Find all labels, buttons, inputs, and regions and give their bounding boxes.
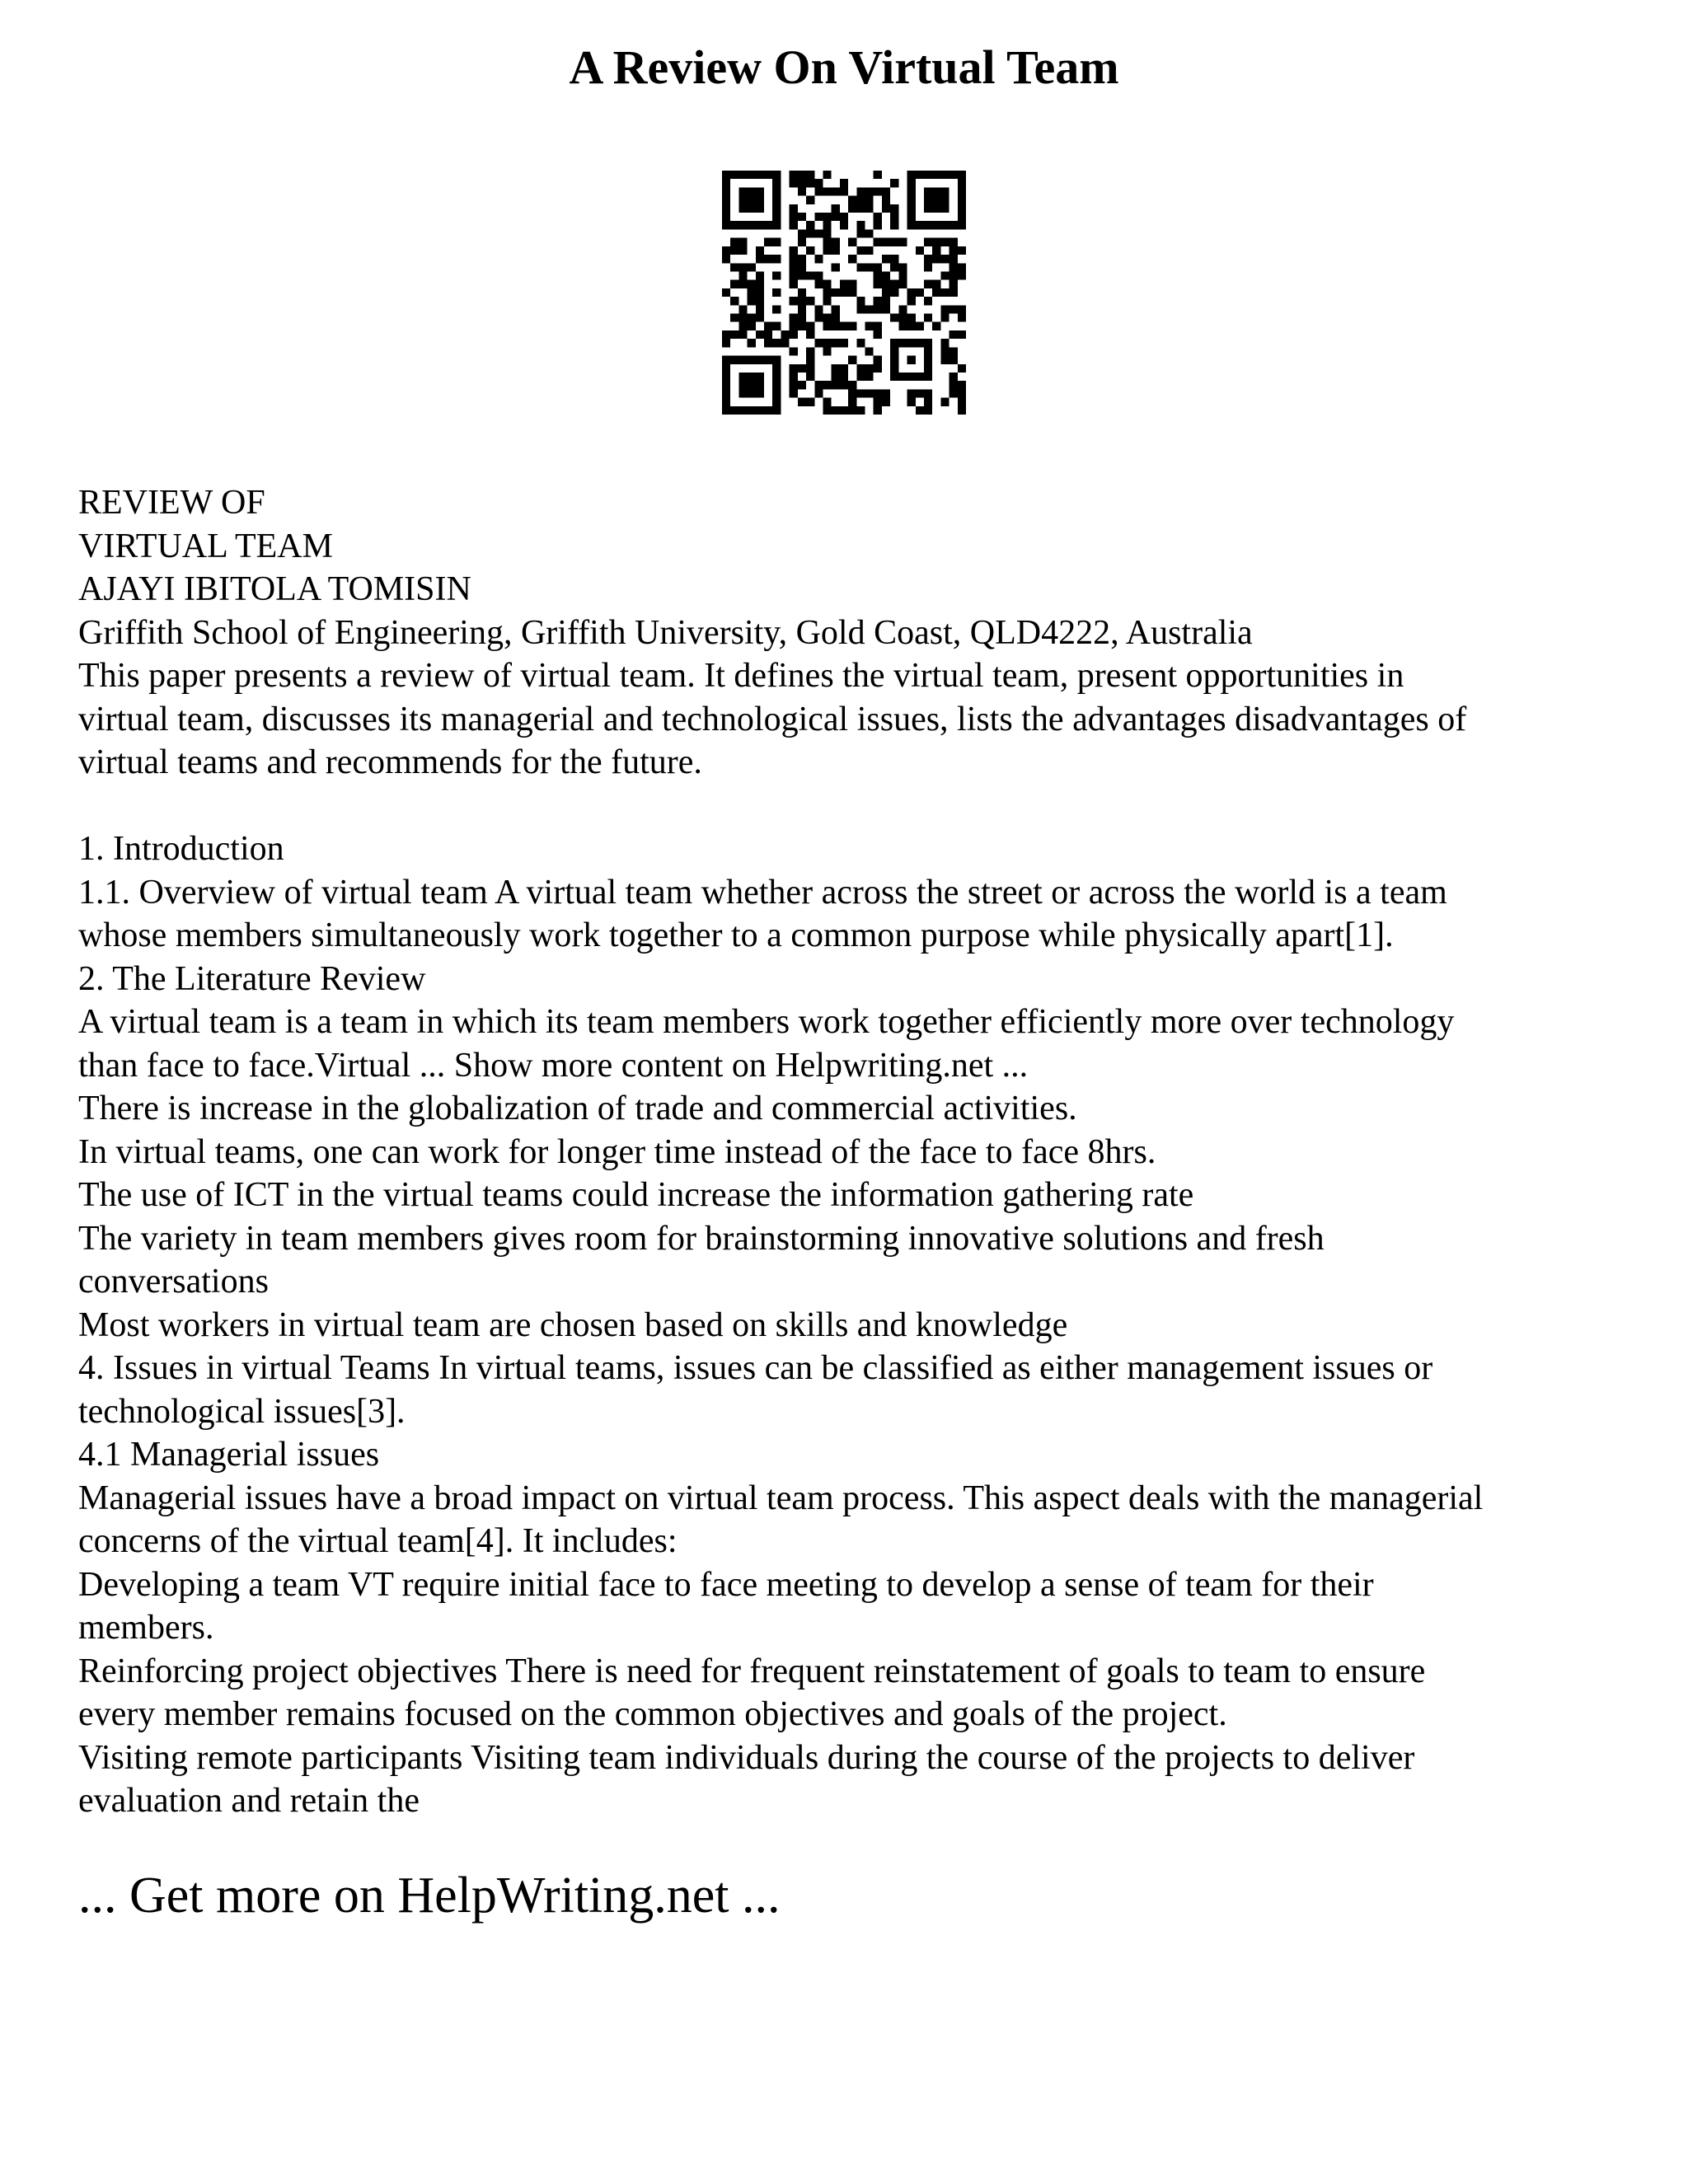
body-line: whose members simultaneously work together to a common purpose while physically apart[1]. <box>78 916 1394 954</box>
body-line: This paper presents a review of virtual team. It defines the virtual team, present opportunities in <box>78 657 1404 695</box>
body-line: Visiting remote participants Visiting team individuals during the course of the projects to deliver <box>78 1738 1415 1777</box>
section-heading: 1. Introduction <box>78 830 284 868</box>
body-line: virtual team, discusses its managerial and technological issues, lists the advantages disadvantages of <box>78 700 1467 738</box>
body-line: In virtual teams, one can work for longer time instead of the face to face 8hrs. <box>78 1132 1156 1171</box>
body-line: Developing a team VT require initial face to face meeting to develop a sense of team for their <box>78 1565 1374 1604</box>
body-line: The variety in team members gives room for brainstorming innovative solutions and fresh <box>78 1219 1325 1258</box>
body-line: than face to face.Virtual ... Show more content on Helpwriting.net ... <box>78 1046 1029 1085</box>
body-line: REVIEW OF <box>78 484 265 522</box>
body-line: AJAYI IBITOLA TOMISIN <box>78 570 471 608</box>
qr-code-modules <box>722 171 966 415</box>
blank-line <box>78 785 1628 828</box>
body-line: Griffith School of Engineering, Griffith University, Gold Coast, QLD4222, Australia <box>78 613 1253 652</box>
body-line: Managerial issues have a broad impact on virtual team process. This aspect deals with the managerial <box>78 1479 1484 1517</box>
document-body <box>78 481 1628 1823</box>
body-line: every member remains focused on the common objectives and goals of the project. <box>78 1695 1227 1733</box>
body-line: A virtual team is a team in which its team members work together efficiently more over technology <box>78 1003 1455 1041</box>
page-title: A Review On Virtual Team <box>569 40 1119 94</box>
body-line: 4. Issues in virtual Teams In virtual teams, issues can be classified as either management issues or <box>78 1349 1433 1387</box>
body-line: virtual teams and recommends for the future. <box>78 743 702 781</box>
section-heading: 4.1 Managerial issues <box>78 1436 380 1474</box>
body-line: conversations <box>78 1263 269 1301</box>
body-line: evaluation and retain the <box>78 1782 420 1820</box>
body-line: Reinforcing project objectives There is need for frequent reinstatement of goals to team to ensure <box>78 1652 1426 1690</box>
body-line: members. <box>78 1609 214 1647</box>
body-line: VIRTUAL TEAM <box>78 527 333 565</box>
qr-code-icon <box>722 171 966 415</box>
section-heading: 2. The Literature Review <box>78 959 426 998</box>
body-line: technological issues[3]. <box>78 1392 406 1431</box>
get-more-link[interactable]: ... Get more on HelpWriting.net ... <box>78 1868 781 1924</box>
body-line: concerns of the virtual team[4]. It includes: <box>78 1522 678 1560</box>
body-line: There is increase in the globalization of trade and commercial activities. <box>78 1090 1077 1127</box>
body-line: Most workers in virtual team are chosen based on skills and knowledge <box>78 1305 1068 1344</box>
body-line: 1.1. Overview of virtual team A virtual team whether across the street or across the world is a team <box>78 873 1447 912</box>
body-line: The use of ICT in the virtual teams could increase the information gathering rate <box>78 1176 1194 1214</box>
